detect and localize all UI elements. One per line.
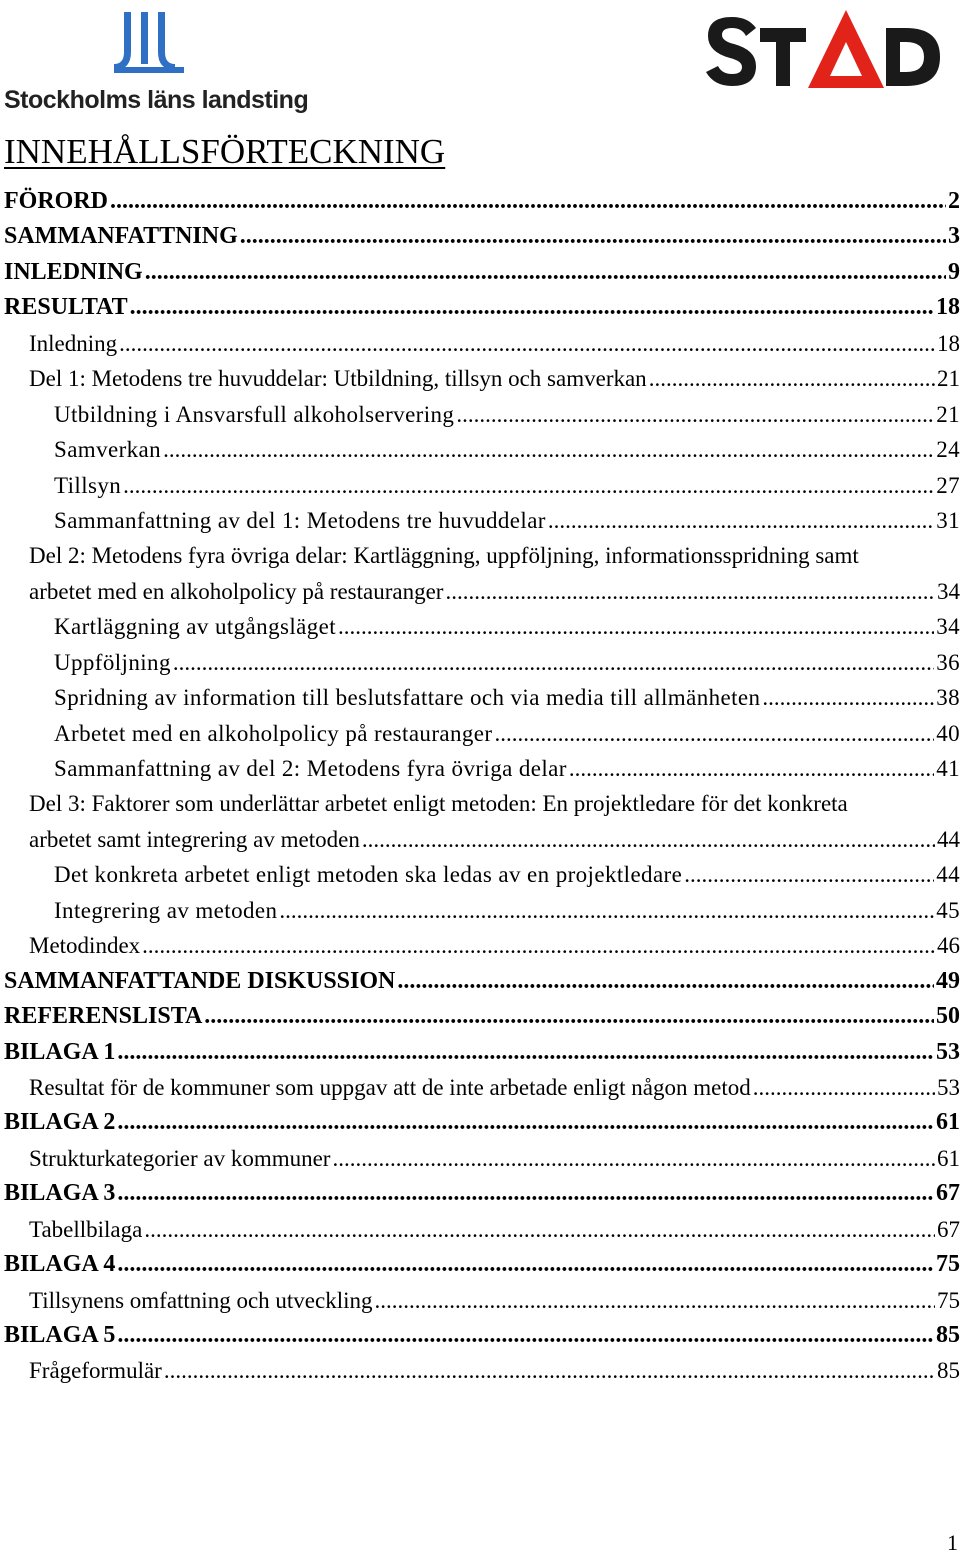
toc-entry[interactable] xyxy=(4,893,960,928)
toc-entry[interactable] xyxy=(4,432,960,467)
stad-wordmark-icon xyxy=(706,6,946,98)
dot-leader xyxy=(494,716,934,751)
toc-entry[interactable] xyxy=(4,786,960,857)
toc-entry-title: Uppföljning xyxy=(54,649,171,675)
toc-entry[interactable] xyxy=(4,326,960,361)
toc-entry[interactable] xyxy=(4,609,960,644)
toc-entry[interactable] xyxy=(4,290,960,325)
toc-entry-page: 45 xyxy=(936,897,960,923)
toc-entry-title: Tillsynens omfattning och utveckling xyxy=(29,1287,373,1313)
toc-entry-title: Arbetet med en alkoholpolicy på restauranger xyxy=(54,720,493,746)
dot-leader xyxy=(240,219,946,254)
toc-entry[interactable] xyxy=(4,716,960,751)
toc-entry-page: 21 xyxy=(936,401,960,427)
dot-leader xyxy=(163,432,934,467)
toc-entry-title: BILAGA 5 xyxy=(4,1322,116,1349)
dot-leader xyxy=(548,503,934,538)
toc-entry-title: Del 3: Faktorer som underlättar arbetet enligt metoden: En projektledare för det konkreta xyxy=(29,791,848,817)
toc-entry-title: RESULTAT xyxy=(4,294,128,321)
toc-entry-title-continued: arbetet med en alkoholpolicy på restauranger xyxy=(29,578,444,604)
toc-entry-title: Del 2: Metodens fyra övriga delar: Kartläggning, uppföljning, informationsspridning samt xyxy=(29,543,859,569)
dot-leader xyxy=(123,468,934,503)
dot-leader xyxy=(117,1176,934,1211)
dot-leader xyxy=(117,1035,934,1070)
dot-leader xyxy=(164,1353,935,1388)
toc-entry[interactable] xyxy=(4,751,960,786)
toc-entry-page: 36 xyxy=(936,649,960,675)
toc-entry[interactable] xyxy=(4,928,960,963)
table-of-contents xyxy=(4,184,960,1389)
toc-entry[interactable] xyxy=(4,184,960,219)
toc-entry-page: 85 xyxy=(937,1358,960,1384)
toc-entry-page: 9 xyxy=(948,258,960,285)
toc-title: INNEHÅLLSFÖRTECKNING xyxy=(4,132,446,171)
toc-entry[interactable] xyxy=(4,1283,960,1318)
toc-entry-page: 18 xyxy=(937,330,960,356)
dot-leader xyxy=(649,361,935,396)
dot-leader xyxy=(144,1212,935,1247)
toc-entry-page: 34 xyxy=(937,578,960,604)
toc-entry-page: 40 xyxy=(936,720,960,746)
toc-entry[interactable] xyxy=(4,397,960,432)
toc-entry-page: 24 xyxy=(936,437,960,463)
toc-entry-page: 38 xyxy=(936,685,960,711)
toc-entry-title: Tabellbilaga xyxy=(29,1216,143,1242)
toc-entry-title: BILAGA 2 xyxy=(4,1109,116,1136)
toc-entry-page: 67 xyxy=(937,1216,960,1242)
toc-entry-page: 53 xyxy=(936,1038,960,1065)
toc-entry-page: 44 xyxy=(937,826,960,852)
toc-entry-page: 18 xyxy=(936,294,960,321)
toc-entry[interactable] xyxy=(4,645,960,680)
toc-entry-page: 2 xyxy=(948,188,960,214)
toc-entry-page: 27 xyxy=(936,472,960,498)
toc-entry[interactable] xyxy=(4,503,960,538)
toc-entry-page: 75 xyxy=(936,1251,960,1278)
toc-entry-title: Det konkreta arbetet enligt metoden ska ledas av en projektledare xyxy=(54,862,683,888)
toc-entry-title: Inledning xyxy=(29,330,118,356)
dot-leader xyxy=(456,397,934,432)
dot-leader xyxy=(375,1283,936,1318)
dot-leader xyxy=(110,184,946,219)
dot-leader xyxy=(445,574,935,609)
toc-entry-title: FÖRORD xyxy=(4,188,108,214)
dot-leader xyxy=(279,893,934,928)
toc-entry-title: Utbildning i Ansvarsfull alkoholservering xyxy=(54,401,455,427)
toc-entry-page: 46 xyxy=(937,933,960,959)
toc-entry-title: SAMMANFATTANDE DISKUSSION xyxy=(4,967,396,994)
dot-leader xyxy=(117,1105,934,1140)
toc-entry-title: INLEDNING xyxy=(4,258,143,285)
toc-entry-title: Samverkan xyxy=(54,437,162,463)
toc-entry-page: 31 xyxy=(936,507,960,533)
toc-entry-page: 53 xyxy=(937,1074,960,1100)
toc-entry-page: 21 xyxy=(937,366,960,392)
dot-leader xyxy=(204,999,934,1034)
toc-entry[interactable] xyxy=(4,857,960,892)
toc-entry-title: Kartläggning av utgångsläget xyxy=(54,614,337,640)
toc-entry-page: 50 xyxy=(936,1003,960,1030)
toc-entry[interactable] xyxy=(4,1070,960,1105)
toc-entry[interactable] xyxy=(4,361,960,396)
toc-entry-title: BILAGA 3 xyxy=(4,1180,116,1207)
toc-entry[interactable] xyxy=(4,1176,960,1211)
sll-emblem-icon xyxy=(114,12,184,74)
toc-entry-page: 34 xyxy=(936,614,960,640)
toc-entry-title: SAMMANFATTNING xyxy=(4,223,238,250)
dot-leader xyxy=(397,964,934,999)
toc-entry-title: Metodindex xyxy=(29,933,141,959)
toc-entry-title: Spridning av information till beslutsfattare och via media till allmänheten xyxy=(54,685,761,711)
toc-entry-title: Strukturkategorier av kommuner xyxy=(29,1145,331,1171)
toc-entry[interactable] xyxy=(4,1353,960,1388)
dot-leader xyxy=(569,751,934,786)
dot-leader xyxy=(119,326,935,361)
toc-entry-page: 3 xyxy=(948,223,960,250)
toc-entry[interactable] xyxy=(4,219,960,254)
dot-leader xyxy=(762,680,934,715)
toc-entry-title: BILAGA 1 xyxy=(4,1038,116,1065)
dot-leader xyxy=(753,1070,935,1105)
toc-entry[interactable] xyxy=(4,538,960,609)
toc-entry-page: 41 xyxy=(936,756,960,782)
toc-entry-page: 61 xyxy=(937,1145,960,1171)
dot-leader xyxy=(332,1141,935,1176)
dot-leader xyxy=(362,822,935,857)
toc-entry-page: 49 xyxy=(936,967,960,994)
toc-entry-title: REFERENSLISTA xyxy=(4,1003,203,1030)
toc-entry-page: 67 xyxy=(936,1180,960,1207)
dot-leader xyxy=(117,1247,934,1282)
toc-entry-title: Sammanfattning av del 2: Metodens fyra övriga delar xyxy=(54,756,567,782)
dot-leader xyxy=(117,1318,934,1353)
toc-entry-page: 85 xyxy=(936,1322,960,1349)
toc-entry[interactable] xyxy=(4,1247,960,1282)
stad-logo xyxy=(706,6,946,103)
toc-entry[interactable] xyxy=(4,680,960,715)
toc-entry-title: Del 1: Metodens tre huvuddelar: Utbildning, tillsyn och samverkan xyxy=(29,366,647,392)
toc-entry[interactable] xyxy=(4,1141,960,1176)
page-number: 1 xyxy=(947,1530,958,1555)
sll-wordmark: Stockholms läns landsting xyxy=(4,86,309,114)
toc-entry-page: 61 xyxy=(936,1109,960,1136)
toc-entry[interactable] xyxy=(4,999,960,1034)
toc-entry[interactable] xyxy=(4,1318,960,1353)
dot-leader xyxy=(142,928,935,963)
toc-entry-title: Tillsyn xyxy=(54,472,122,498)
toc-entry-title: BILAGA 4 xyxy=(4,1251,116,1278)
toc-entry-title: Frågeformulär xyxy=(29,1358,162,1384)
toc-entry[interactable] xyxy=(4,255,960,290)
toc-entry-title: Integrering av metoden xyxy=(54,897,278,923)
toc-entry[interactable] xyxy=(4,1035,960,1070)
toc-entry-title: Resultat för de kommuner som uppgav att de inte arbetade enligt någon metod xyxy=(29,1074,751,1100)
toc-entry-title-continued: arbetet samt integrering av metoden xyxy=(29,826,360,852)
dot-leader xyxy=(684,857,934,892)
dot-leader xyxy=(173,645,934,680)
toc-entry[interactable] xyxy=(4,1105,960,1140)
toc-entry-page: 75 xyxy=(937,1287,960,1313)
toc-entry-page: 44 xyxy=(936,862,960,888)
toc-entry[interactable] xyxy=(4,1212,960,1247)
toc-entry-title: Sammanfattning av del 1: Metodens tre huvuddelar xyxy=(54,507,546,533)
dot-leader xyxy=(145,255,946,290)
dot-leader xyxy=(130,290,934,325)
toc-entry[interactable] xyxy=(4,964,960,999)
toc-entry[interactable] xyxy=(4,468,960,503)
sll-logo xyxy=(4,12,309,114)
dot-leader xyxy=(338,609,934,644)
